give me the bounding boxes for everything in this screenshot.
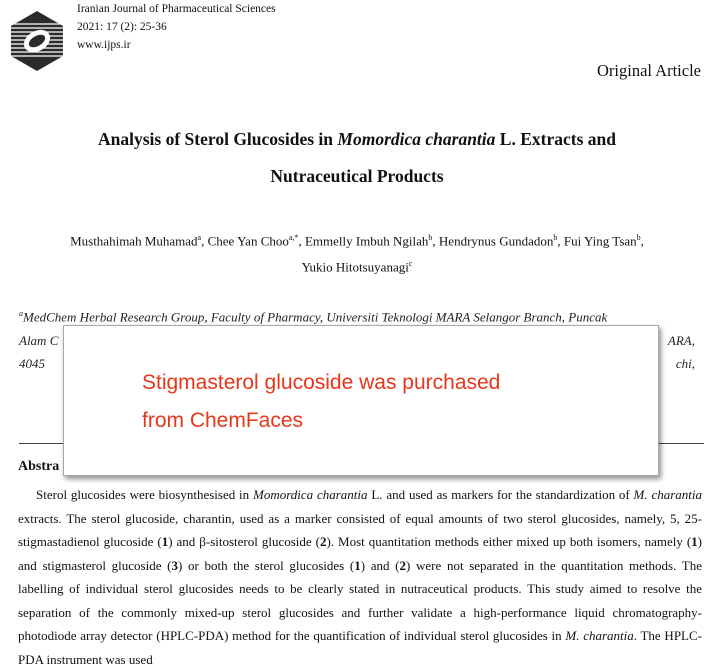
author-name: Fui Ying Tsan [563, 233, 637, 249]
title-species: Momordica charantia [337, 129, 496, 149]
journal-logo-icon [6, 10, 68, 72]
journal-name: Iranian Journal of Pharmaceutical Sciences [77, 3, 276, 15]
affiliation-mark: a [19, 309, 23, 318]
article-type: Original Article [596, 61, 701, 80]
author-affiliation-mark: c [408, 259, 413, 269]
affiliation-a: MedChem Herbal Research Group, Faculty of Pharmacy, Universiti Teknologi MARA Selangor Branch, Puncak [23, 309, 608, 325]
title-part-2: L. Extracts and [495, 129, 616, 149]
journal-url[interactable]: www.ijps.ir [77, 39, 131, 51]
author-name: Musthahimah Muhamad [70, 233, 198, 249]
affiliation-line-3: 4045 chi, [19, 356, 695, 372]
abstract-heading: Abstra [18, 459, 60, 474]
title-part-1: Analysis of Sterol Glucosides in [98, 129, 338, 149]
callout-line-2: from ChemFaces [142, 409, 304, 432]
author-affiliation-mark: a [197, 233, 202, 242]
author-affiliation-mark: b [553, 233, 558, 242]
author-name: Chee Yan Choo [207, 233, 289, 249]
affiliation-line-2: Alam C ARA, [19, 332, 695, 348]
author-affiliation-mark: b [636, 233, 641, 242]
paper-title [0, 121, 714, 195]
annotation-callout [63, 325, 659, 476]
abstract-text: Sterol glucosides were biosynthesised in Momordica charantia L. and used as markers for the standardization of M. charantia extracts. The sterol glucoside, charantin, used as a marker consisted of equal amounts of two sterol glucosides, namely, 5, 25-stigmastadienol glucoside (1) and β-sitosterol glucoside (2). Most quantitation methods either mixed up both isomers, namely (1) and stigmasterol glucoside (3) or both the sterol glucosides (1) and (2) were not separated in the quantitation methods. The labelling of individual sterol glucosides needs to be clearly stated in nutraceutical products. This study aimed to resolve the separation of the commonly mixed-up sterol glucosides and further validate a high-performance liquid chromatography-photodiode array detector (HPLC-PDA) method for the quantification of individual sterol glucosides in M. charantia. The HPLC-PDA instrument was used [18, 487, 703, 667]
journal-issue: 2021: 17 (2): 25-36 [77, 21, 167, 33]
title-line-2: Nutraceutical Products [270, 166, 444, 186]
journal-info [77, 0, 276, 54]
author-name: Emmelly Imbuh Ngilah [304, 233, 429, 249]
author-name: Hendrynus Gundadon [438, 233, 554, 249]
author-affiliation-mark: b [428, 233, 433, 242]
author-affiliation-mark: a,* [288, 233, 299, 242]
callout-line-1: Stigmasterol glucoside was purchased [142, 371, 501, 394]
author-list: Musthahimah Muhamad$^a$, Chee Yan Choo$^{a,*}$, Emmelly Imbuh Ngilah$^b$, Hendrynus Gundadon$^b$, Fui Ying Tsan$^b$, Yukio Hitotsuyanagi$^c$ [70, 233, 644, 275]
author-name: Yukio Hitotsuyanagi [301, 259, 409, 275]
